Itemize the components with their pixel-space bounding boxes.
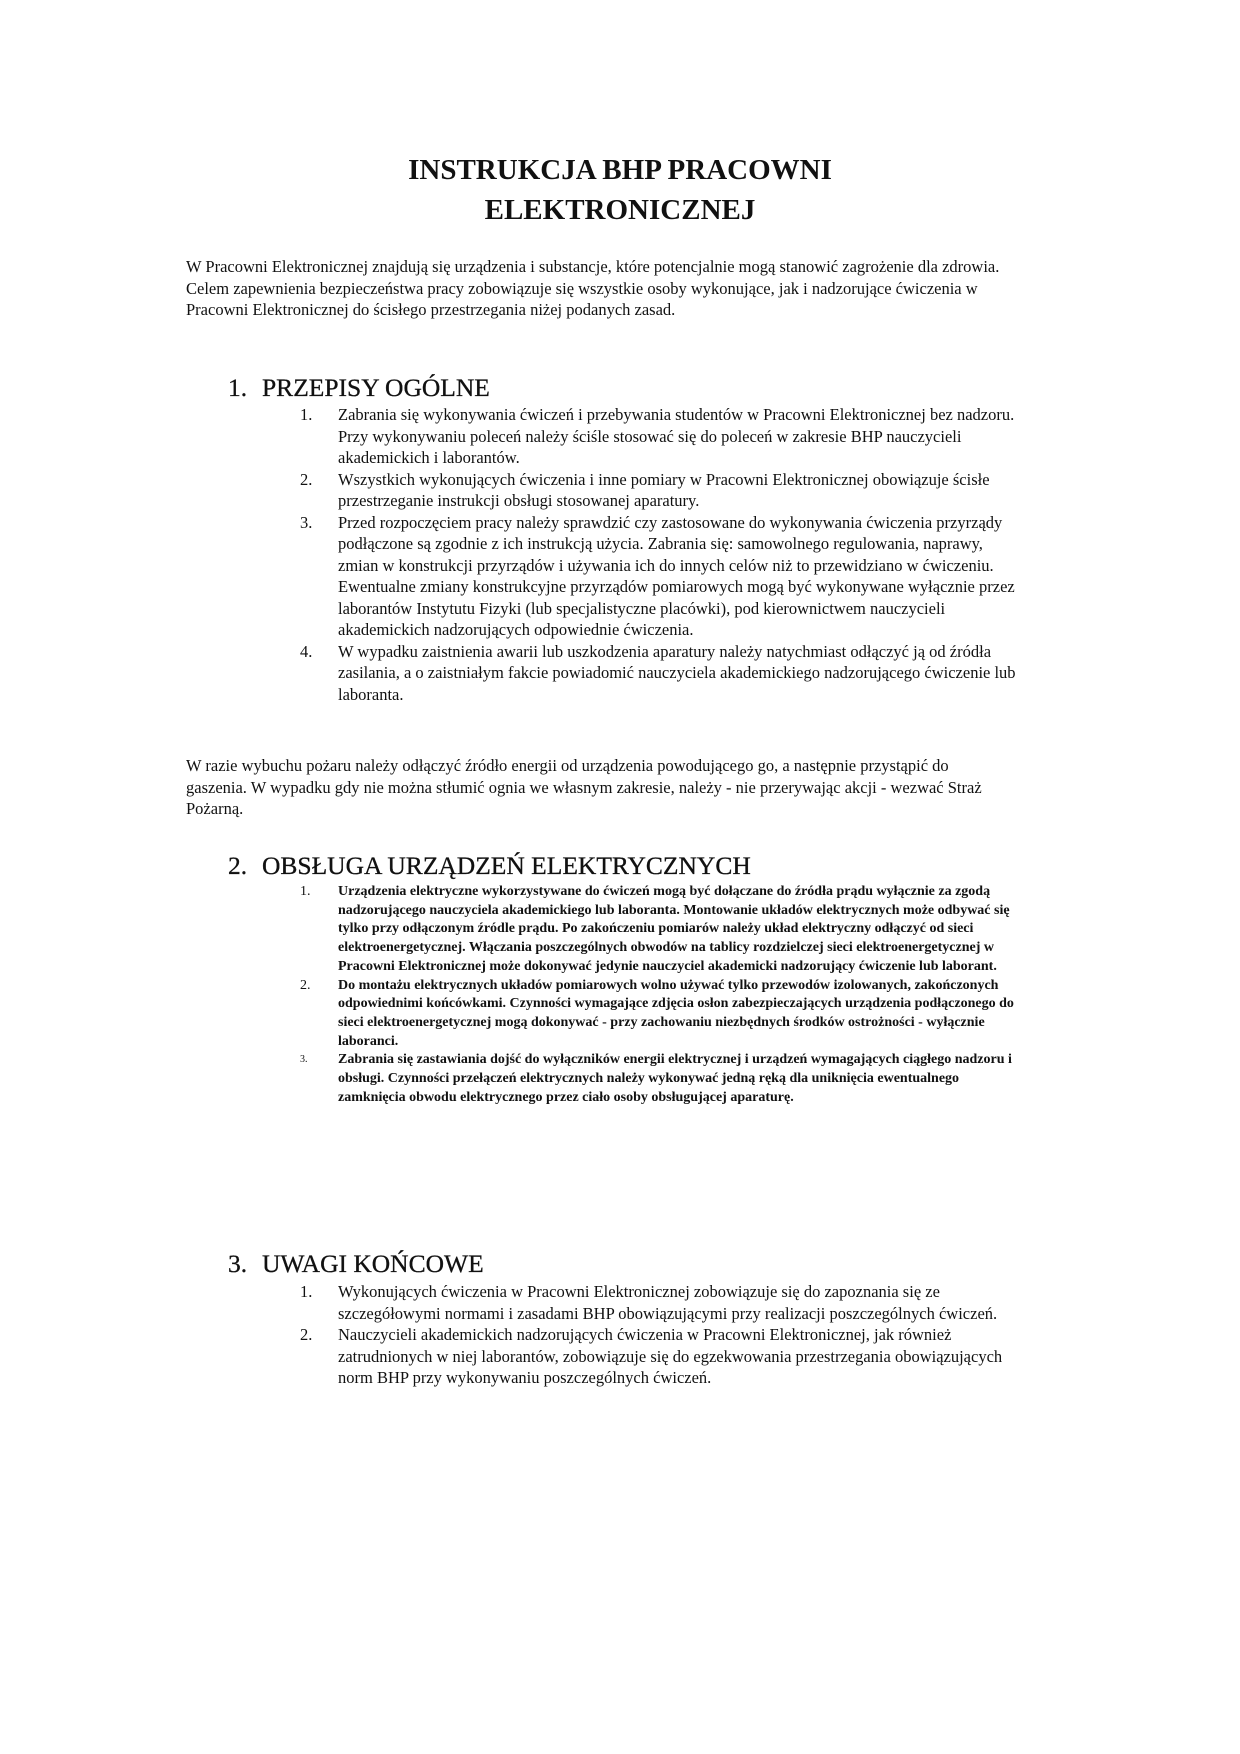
section-heading-final-remarks xyxy=(228,1249,484,1279)
item-text: Zabrania się wykonywania ćwiczeń i przebywania studentów w Pracowni Elektronicznej bez nadzoru. Przy wykonywaniu poleceń należy ściśle stosować się do poleceń w zakresie BHP nauczycieli akademickich i laborantów. xyxy=(338,405,1015,467)
list-item xyxy=(300,883,1020,977)
item-number: 3. xyxy=(300,512,313,532)
final-remarks-list xyxy=(300,1281,1020,1389)
list-item xyxy=(300,1051,1020,1107)
fire-procedure-paragraph: W razie wybuchu pożaru należy odłączyć źródło energii od urządzenia powodującego go, a następnie przystąpić do gaszenia. W wypadku gdy nie można stłumić ognia we własnym zakresie, należy - nie przerywając akcji - wezwać Straż Pożarną. xyxy=(186,756,982,818)
item-number: 2. xyxy=(300,1325,313,1344)
item-text: Nauczycieli akademickich nadzorujących ćwiczenia w Pracowni Elektronicznej, jak również zatrudnionych w niej laborantów, zobowiązuje się do egzekwowania przestrzegania obowiązujących norm BHP przy wykonywaniu poszczególnych ćwiczeń. xyxy=(338,1325,1003,1387)
item-number: 2. xyxy=(300,469,313,489)
document-title xyxy=(0,150,1240,230)
section-number: 3. xyxy=(228,1249,248,1278)
document-title-line-2: ELEKTRONICZNEJ xyxy=(484,194,756,226)
item-text: W wypadku zaistnienia awarii lub uszkodzenia aparatury należy natychmiast odłączyć ją od źródła zasilania, a o zaistniałym fakcie powiadomić nauczyciela akademickiego nadzorującego ćwiczenie lub laboranta. xyxy=(338,641,1016,704)
list-item xyxy=(300,1281,1020,1324)
item-text: Wykonujących ćwiczenia w Pracowni Elektronicznej zobowiązuje się do zapoznania się ze szczegółowymi normami i zasadami BHP obowiązującymi przy realizacji poszczególnych ćwiczeń. xyxy=(338,1282,998,1323)
item-number: 2. xyxy=(300,977,311,993)
section-number: 2. xyxy=(228,851,248,880)
section-number: 1. xyxy=(228,373,248,402)
item-text: Przed rozpoczęciem pracy należy sprawdzić czy zastosowane do wykonywania ćwiczenia przyrządy podłączone są zgodnie z ich instrukcją użycia. Zabrania się: samowolnego regulowania, naprawy, zmian w konstrukcji przyrządów i używania ich do innych celów niż to przewidziano w ćwiczeniu. Ewentualne zmiany konstrukcyjne przyrządów pomiarowych mogą być wykonywane wyłącznie przez laborantów Instytutu Fizyki (lub specjalistyczne placówki), pod kierownictwem nauczycieli akademickich nadzorujących odpowiednie ćwiczenia. xyxy=(338,512,1015,639)
section-title: PRZEPISY OGÓLNE xyxy=(262,373,490,402)
list-item xyxy=(300,977,1020,1052)
list-item xyxy=(300,1324,1020,1389)
item-number: 4. xyxy=(300,641,313,661)
document-title-line-1: INSTRUKCJA BHP PRACOWNI xyxy=(408,154,832,186)
item-number: 1. xyxy=(300,884,311,899)
section-heading-electrical-devices xyxy=(228,851,751,881)
item-text: Do montażu elektrycznych układów pomiarowych wolno używać tylko przewodów izolowanych, zakończonych odpowiednimi końcówkami. Czynności wymagające zdjęcia osłon zabezpieczających urządzenia podłączonego do sieci elektroenergetycznej mogą dokonywać - przy zachowaniu niezbędnych środków ostrożności - wyłącznie laboranci. xyxy=(338,977,1014,1049)
intro-paragraph: W Pracowni Elektronicznej znajdują się urządzenia i substancje, które potencjalnie mogą stanowić zagrożenie dla zdrowia. Celem zapewnienia bezpieczeństwa pracy zobowiązuje się wszystkie osoby wykonujące, jak i nadzorujące ćwiczenia w Pracowni Elektronicznej do ścisłego przestrzegania niżej podanych zasad. xyxy=(186,257,1000,319)
item-text: Zabrania się zastawiania dojść do wyłączników energii elektrycznej i urządzeń wymagających ciągłego nadzoru i obsługi. Czynności przełączeń elektrycznych należy wykonywać jedną ręką dla uniknięcia ewentualnego zamknięcia obwodu elektrycznego przez ciało osoby obsługującej aparaturę. xyxy=(338,1052,1012,1105)
item-number: 1. xyxy=(300,405,313,424)
item-number: 3. xyxy=(300,1054,308,1066)
general-rules-list xyxy=(300,404,1020,705)
list-item xyxy=(300,512,1020,641)
item-number: 1. xyxy=(300,1282,313,1301)
section-title: UWAGI KOŃCOWE xyxy=(262,1249,484,1278)
list-item xyxy=(300,404,1020,469)
section-title: OBSŁUGA URZĄDZEŃ ELEKTRYCZNYCH xyxy=(262,851,751,880)
list-item xyxy=(300,469,1020,512)
electrical-devices-list xyxy=(300,883,1020,1107)
list-item xyxy=(300,641,1020,706)
item-text: Wszystkich wykonujących ćwiczenia i inne pomiary w Pracowni Elektronicznej obowiązuje ścisłe przestrzeganie instrukcji obsługi stosowanej aparatury. xyxy=(338,469,990,510)
section-heading-general-rules xyxy=(228,373,490,403)
item-text: Urządzenia elektryczne wykorzystywane do ćwiczeń mogą być dołączane do źródła prądu wyłącznie za zgodą nadzorującego nauczyciela akademickiego lub laboranta. Montowanie układów elektrycznych może odbywać się tylko przy odłączonym źródle prądu. Po zakończeniu pomiarów należy układ elektryczny odłączyć od sieci elektroenergetycznej. Włączania poszczególnych obwodów na tablicy rozdzielczej sieci elektroenergetycznej w Pracowni Elektronicznej może dokonywać jedynie nauczyciel akademicki nadzorujący ćwiczenie lub laborant. xyxy=(338,884,1010,974)
